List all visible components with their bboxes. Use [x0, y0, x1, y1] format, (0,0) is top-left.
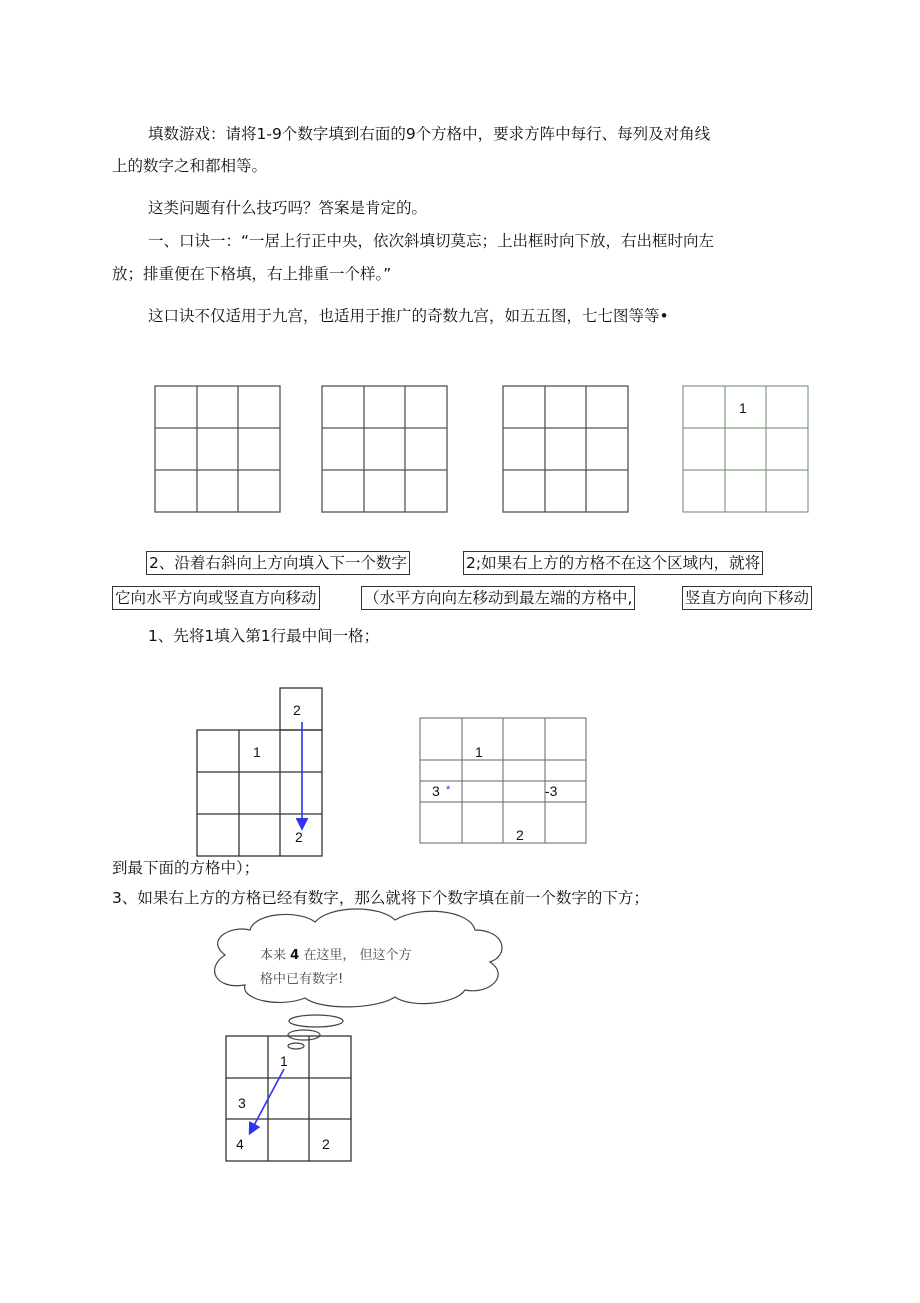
paragraph: 填数游戏：请将1-9个数字填到右面的9个方格中，要求方阵中每行、每列及对角线 [148, 125, 711, 143]
empty-grid-1 [155, 386, 280, 512]
cloud-text-line2: 格中已有数字! [260, 972, 344, 987]
grid7-two: 2 [322, 1136, 330, 1152]
grid-5 [197, 688, 322, 856]
empty-grid-3 [503, 386, 628, 512]
paragraph: 一、口诀一：“一居上行正中央，依次斜填切莫忘；上出框时向下放，右出框时向左 [148, 232, 715, 250]
step-1: 1、先将1填入第1行最中间一格； [148, 627, 380, 645]
grid4-number: 1 [739, 400, 747, 416]
grid5-one: 1 [253, 744, 261, 760]
cloud-number: 4 [290, 948, 300, 963]
cloud-text [260, 944, 411, 992]
grid6-neg: -3 [545, 783, 558, 799]
paragraph: 这口诀不仅适用于九宫，也适用于推广的奇数九宫，如五五图，七七图等等• [148, 307, 669, 325]
grid6-two: 2 [516, 827, 524, 843]
boxed-text: 竖直方向向下移动 [682, 586, 812, 610]
paragraph: 上的数字之和都相等。 [112, 157, 268, 175]
boxed-text: 它向水平方向或竖直方向移动 [112, 586, 320, 610]
boxed-text: 2、沿着右斜向上方向填入下一个数字 [146, 551, 410, 575]
grid6-star: * [446, 784, 451, 796]
grid5-top: 2 [293, 702, 301, 718]
boxed-text: （水平方向向左移动到最左端的方格中, [361, 586, 635, 610]
grid6-one: 1 [475, 744, 483, 760]
cloud-text-part: 在这里， 但这个方 [303, 948, 412, 963]
grid6-three: 3 [432, 783, 440, 799]
cloud-text-part: 本来 [260, 948, 287, 963]
grid7-one: 1 [280, 1053, 288, 1069]
paragraph: 放；排重便在下格填，右上排重一个样。” [112, 265, 392, 283]
step-3: 3、如果右上方的方格已经有数字，那么就将下个数字填在前一个数字的下方； [112, 889, 649, 907]
grid7-three: 3 [238, 1095, 246, 1111]
grid7-four: 4 [236, 1136, 244, 1152]
step-continuation: 到最下面的方格中）； [112, 859, 260, 877]
grid-6 [420, 718, 586, 843]
boxed-text: 2;如果右上方的方格不在这个区域内，就将 [463, 551, 763, 575]
empty-grid-2 [322, 386, 447, 512]
paragraph: 这类问题有什么技巧吗？答案是肯定的。 [148, 199, 428, 217]
grid5-bottom: 2 [295, 829, 303, 845]
